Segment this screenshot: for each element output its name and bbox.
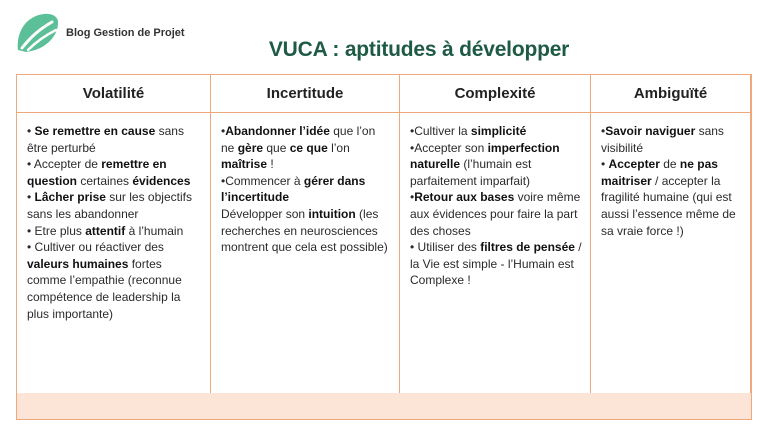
list-item: •Cultiver la simplicité [410,124,527,138]
page-title: VUCA : aptitudes à développer [268,38,570,61]
list-item: Développer son intuition (les recherches en neurosciences montrent que cela est possible) [221,206,388,255]
list-item: • Lâcher prise sur les objectifs sans les abandonner [27,190,192,221]
list-item: • Cultiver ou réactiver des valeurs humaines fortes comme l’empathie (reconnue compétence de leadership la plus importante) [27,240,182,321]
column-header-volatilite: Volatilité [17,75,210,113]
list-item: • Etre plus attentif à l’humain [27,223,184,238]
list-item: •Abandonner l’idée que l’on ne gère que ce que l’on maîtrise ! [221,124,376,172]
footer-band [17,393,751,419]
column-header-ambiguite: Ambiguïté [591,75,750,113]
brand-name[interactable]: Blog Gestion de Projet [66,27,185,39]
list-item: •Commencer à gérer dans l’incertitude [221,173,366,205]
column-volatilite [17,75,211,393]
list-item: •Retour aux bases voire même aux évidences pour faire la part des choses [410,190,581,238]
list-item: •Savoir naviguer sans visibilité [601,124,724,155]
column-header-incertitude: Incertitude [211,75,399,113]
column-body-incertitude [211,113,399,256]
column-header-complexite: Complexité [400,75,590,113]
list-item: • Accepter de remettre en question certaines évidences [27,157,191,188]
list-item: •Accepter son imperfection naturelle (l’humain est parfaitement imparfait) [410,140,560,188]
column-incertitude [211,75,400,393]
list-item: • Utiliser des filtres de pensée / la Vie est simple - l’Humain est Complexe ! [410,240,582,288]
column-body-volatilite [17,113,210,322]
column-body-ambiguite [591,113,750,239]
list-item: • Accepter de ne pas maitriser / accepter la fragilité humaine (qui est aussi l’essence même de sa vraie force !) [601,157,736,238]
column-body-complexite [400,113,590,289]
column-complexite [400,75,591,393]
vuca-table [16,74,752,420]
column-ambiguite [591,75,751,393]
list-item: • Se remettre en cause sans être perturbé [27,124,184,155]
